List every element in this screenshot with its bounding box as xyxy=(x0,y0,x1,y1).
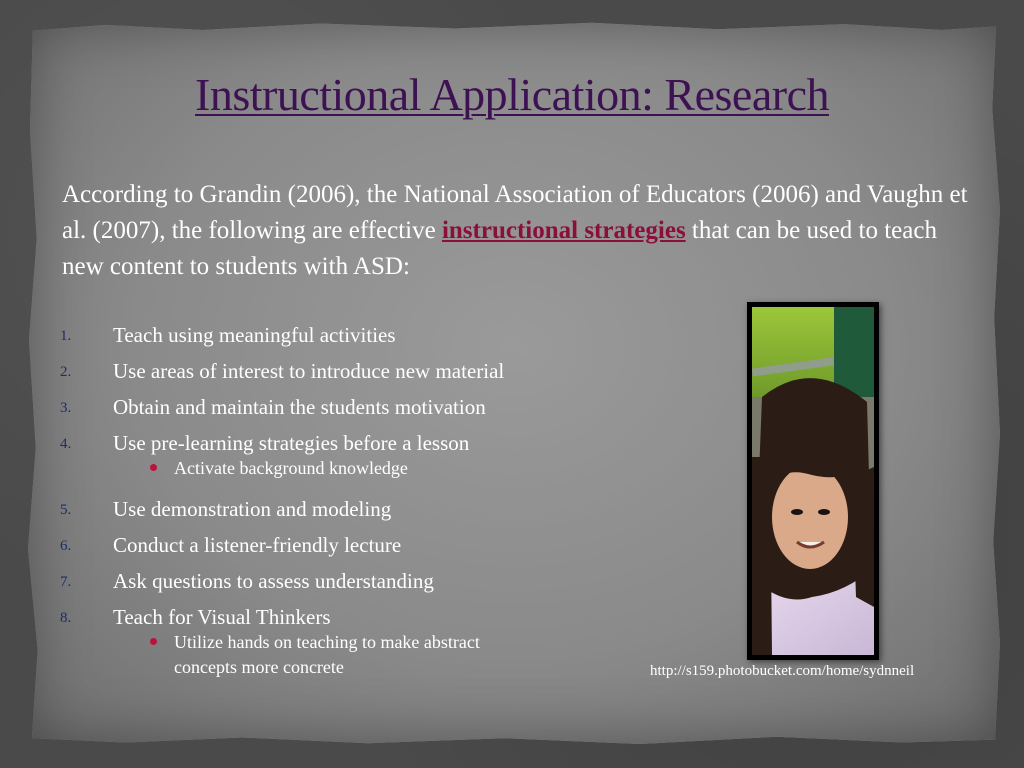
photo-frame xyxy=(747,302,879,660)
sub-item-line-1: Utilize hands on teaching to make abstract xyxy=(174,632,480,652)
list-item xyxy=(60,530,620,566)
list-item-text: Ask questions to assess understanding xyxy=(113,569,434,593)
list-item-text: Use pre-learning strategies before a lesson xyxy=(113,431,470,455)
list-item-text: Conduct a listener-friendly lecture xyxy=(113,533,402,557)
sub-item-line-2: concepts more concrete xyxy=(174,657,344,677)
sub-item-text: Activate background knowledge xyxy=(174,458,408,478)
strategy-list xyxy=(60,320,620,688)
list-item-text: Teach using meaningful activities xyxy=(113,323,396,347)
list-number: 8. xyxy=(60,610,72,626)
bullet-icon xyxy=(150,638,157,645)
intro-text-before: According to Grandin (2006), the National Association of Educators (2006) and Vaughn et al. (2007), the following are effective xyxy=(62,181,968,244)
sub-list-item xyxy=(60,456,620,488)
bullet-icon xyxy=(150,464,157,471)
list-item xyxy=(60,320,620,356)
list-number: 7. xyxy=(60,574,72,590)
list-number: 3. xyxy=(60,400,72,416)
list-item xyxy=(60,494,620,530)
list-item xyxy=(60,356,620,392)
list-item xyxy=(60,392,620,428)
sub-list-item xyxy=(60,630,620,682)
intro-paragraph xyxy=(62,177,972,285)
slide-title: Instructional Application: Research xyxy=(195,69,829,120)
list-item-text: Obtain and maintain the students motivation xyxy=(113,395,486,419)
list-number: 5. xyxy=(60,502,72,518)
intro-text-after: that can be used to teach new content to students with ASD: xyxy=(62,217,937,280)
list-item-text: Use demonstration and modeling xyxy=(113,497,392,521)
list-item xyxy=(60,566,620,602)
list-number: 6. xyxy=(60,538,72,554)
photo-caption: http://s159.photobucket.com/home/sydnneil xyxy=(650,663,915,679)
list-item-text: Teach for Visual Thinkers xyxy=(113,605,331,629)
instructional-strategies-link[interactable]: instructional strategies xyxy=(441,217,686,244)
list-number: 2. xyxy=(60,364,72,380)
list-number: 1. xyxy=(60,328,72,344)
list-item-text: Use areas of interest to introduce new material xyxy=(113,359,505,383)
sub-item-text xyxy=(174,630,480,680)
list-number: 4. xyxy=(60,436,72,452)
student-photo xyxy=(752,307,874,655)
